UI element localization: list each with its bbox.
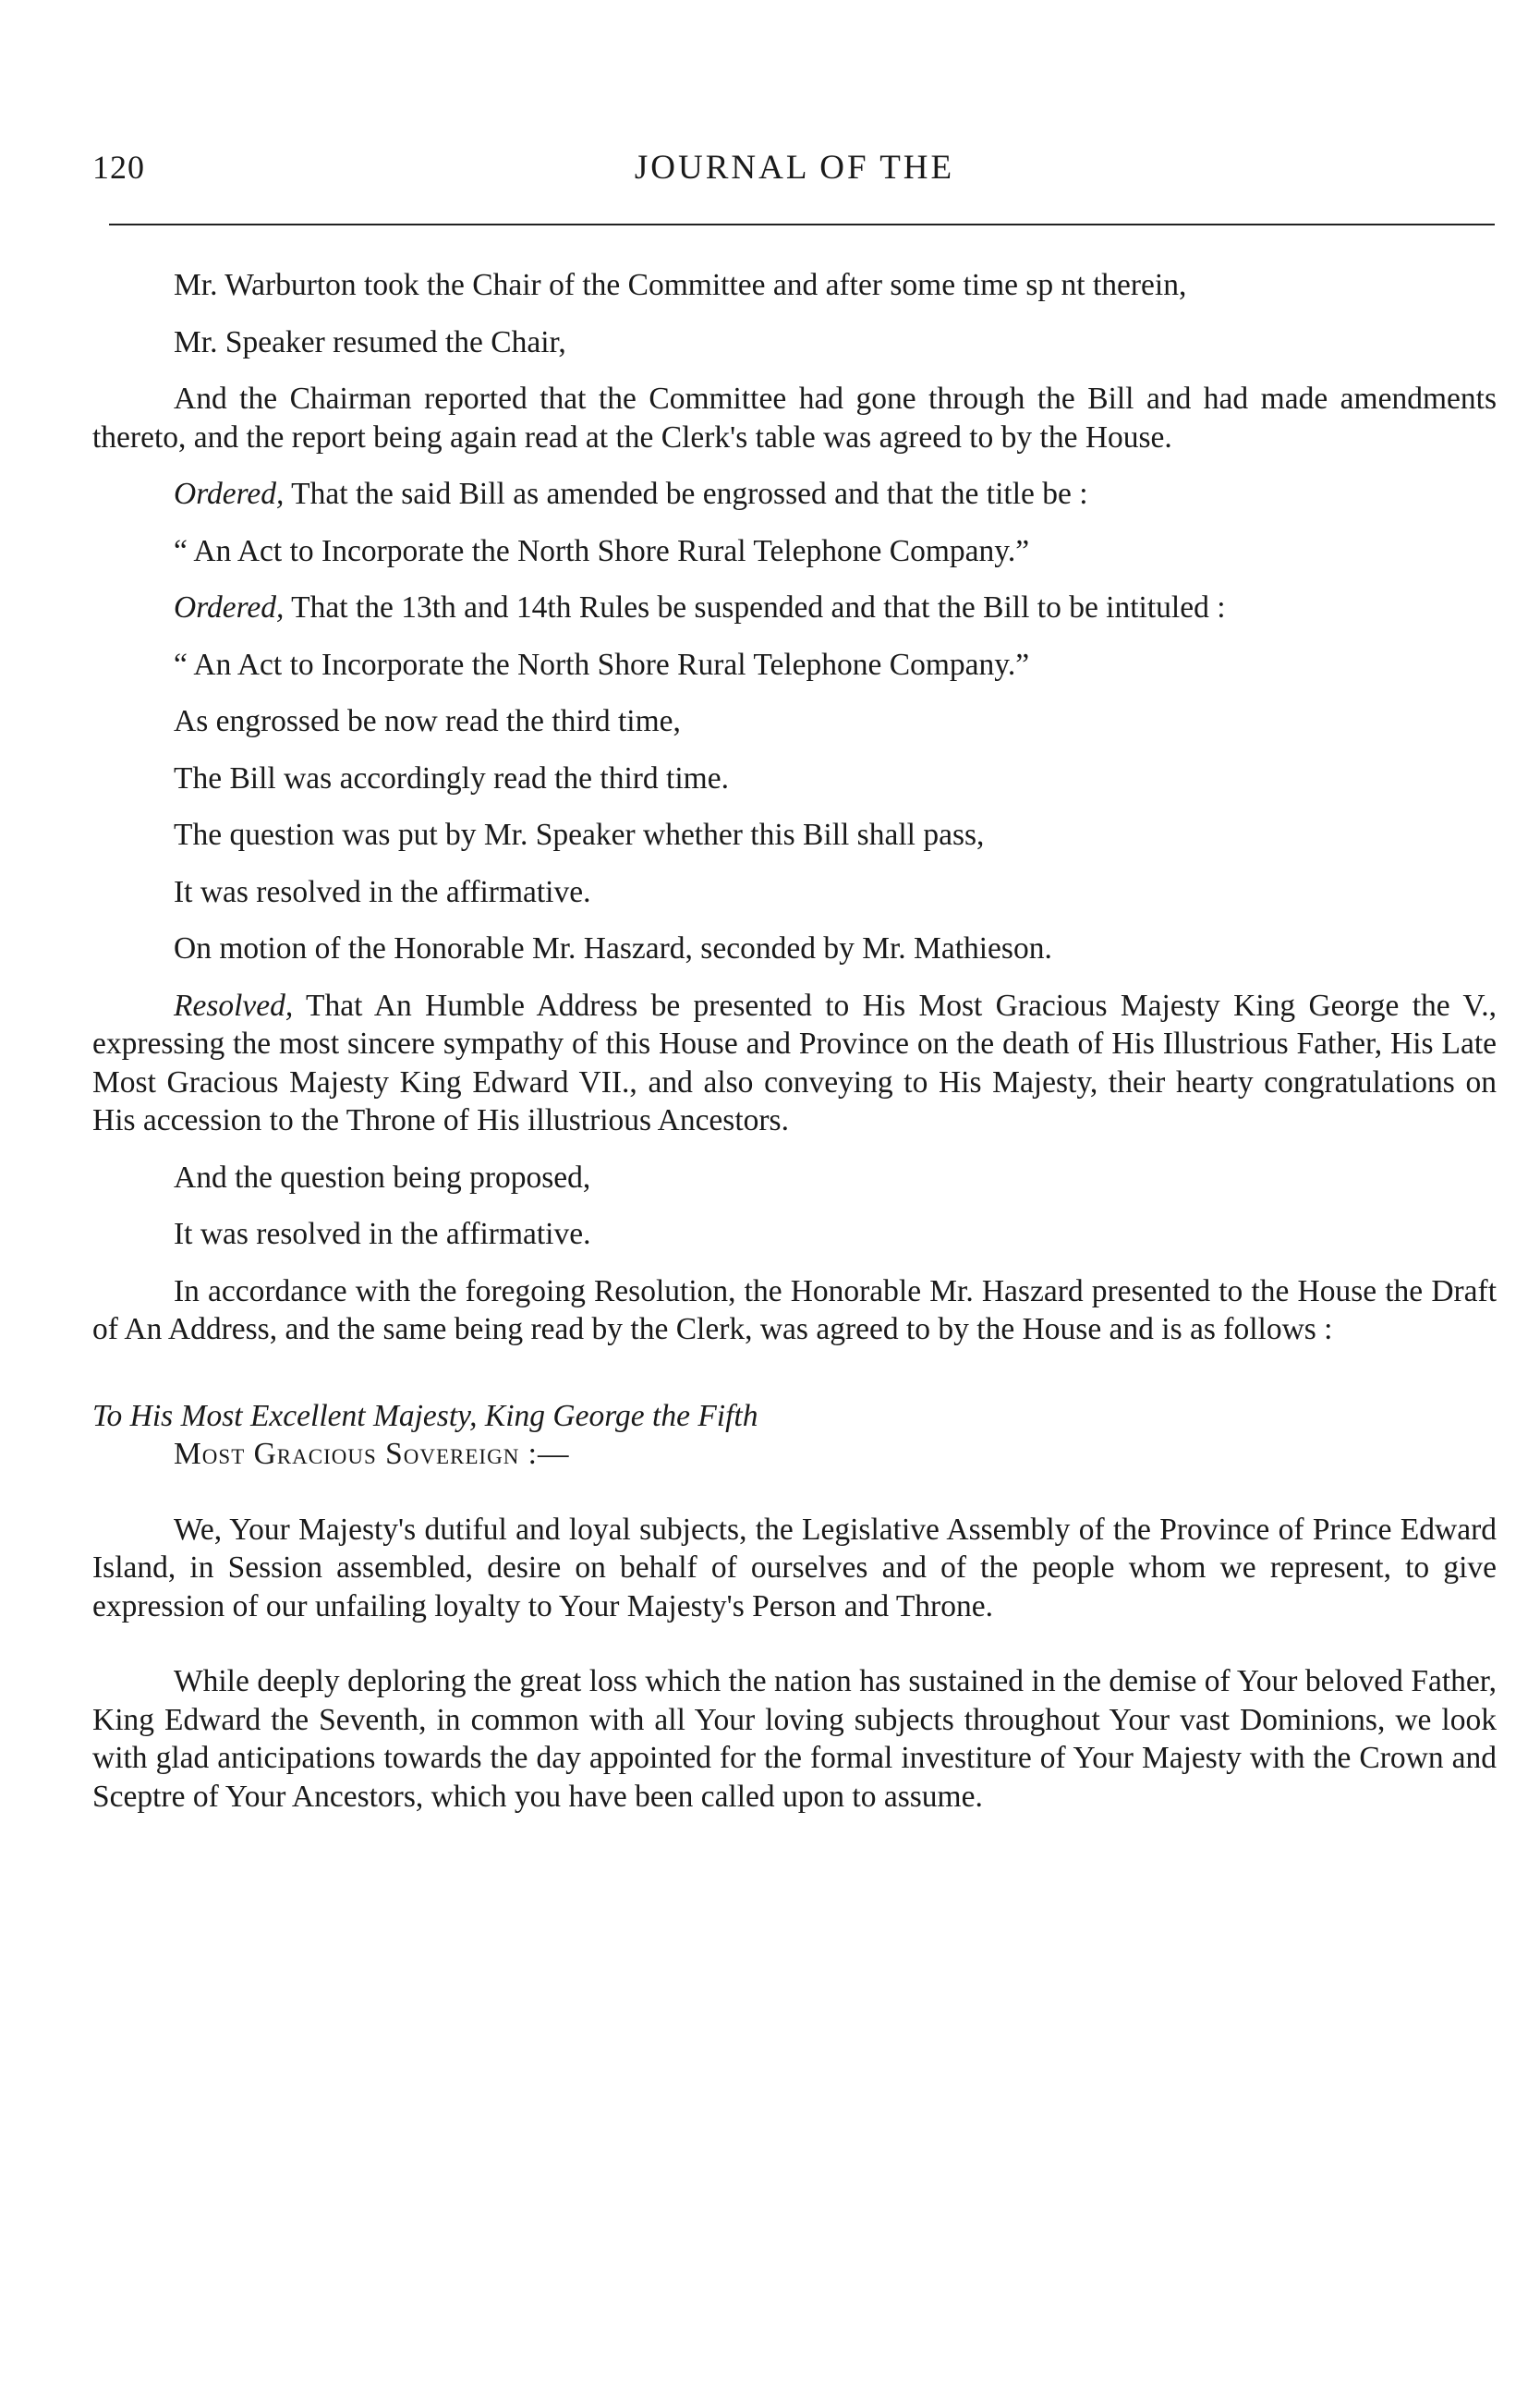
paragraph: And the question being proposed,	[174, 1160, 591, 1195]
paragraph: The question was put by Mr. Speaker whether this Bill shall pass,	[174, 818, 985, 852]
running-head: JOURNAL OF THE	[634, 149, 955, 187]
paragraph: Resolved, That An Humble Address be presented to His Most Gracious Majesty King George the V., expressing the most sincere sympathy of this House and Province on the death of His Illustrious Father, His Late Most Gracious Majesty King Edward VII., and also conveying to His Majesty, their hearty congratulations on His accession to the Throne of His illustrious Ancestors.	[92, 988, 1497, 1137]
ordered-lead: Ordered,	[174, 477, 285, 511]
address-heading: To His Most Excellent Majesty, King George the Fifth	[92, 1398, 758, 1433]
paragraph: The Bill was accordingly read the third time.	[174, 760, 729, 796]
paragraph: As engrossed be now read the third time,	[174, 704, 681, 738]
paragraph: Ordered, That the said Bill as amended be engrossed and that the title be :	[174, 477, 1088, 511]
paragraph: Mr. Warburton took the Chair of the Committee and after some time sp nt therein,	[174, 268, 1187, 302]
paragraph: Mr. Speaker resumed the Chair,	[174, 324, 566, 359]
paragraph: It was resolved in the affirmative.	[174, 874, 591, 909]
page-header	[92, 148, 1497, 203]
address-paragraph: We, Your Majesty's dutiful and loyal subjects, the Legislative Assembly of the Province of Prince Edward Island, in Session assembled, desire on behalf of ourselves and of the people whom we represent, to give expression of our unfailing loyalty to Your Majesty's Person and Throne.	[92, 1512, 1497, 1623]
paragraph: Ordered, That the 13th and 14th Rules be suspended and that the Bill to be intituled :	[174, 590, 1226, 625]
paragraph: “ An Act to Incorporate the North Shore Rural Telephone Company.”	[174, 647, 1030, 682]
paragraph: In accordance with the foregoing Resolution, the Honorable Mr. Haszard presented to the House the Draft of An Address, and the same being read by the Clerk, was agreed to by the House and is as follows :	[92, 1273, 1497, 1346]
resolved-lead: Resolved,	[174, 988, 294, 1023]
paragraph: And the Chairman reported that the Committee had gone through the Bill and had made amendments thereto, and the report being again read at the Clerk's table was agreed to by the House.	[92, 382, 1497, 455]
ordered-lead: Ordered,	[174, 590, 285, 625]
paragraph: On motion of the Honorable Mr. Haszard, seconded by Mr. Mathieson.	[174, 931, 1052, 966]
address-salutation: Most Gracious Sovereign :—	[174, 1437, 570, 1471]
paragraph: “ An Act to Incorporate the North Shore Rural Telephone Company.”	[174, 533, 1030, 568]
page-number: 120	[92, 149, 145, 186]
paragraph: It was resolved in the affirmative.	[174, 1217, 591, 1251]
address-paragraph: While deeply deploring the great loss which the nation has sustained in the demise of Your beloved Father, King Edward the Seventh, in common with all Your loving subjects throughout Your vast Dominions, we look with glad anticipations towards the day appointed for the formal investiture of Your Majesty with the Crown and Sceptre of Your Ancestors, which you have been called upon to assume.	[92, 1664, 1497, 1814]
journal-body	[92, 266, 1497, 1853]
header-rule	[109, 224, 1495, 225]
